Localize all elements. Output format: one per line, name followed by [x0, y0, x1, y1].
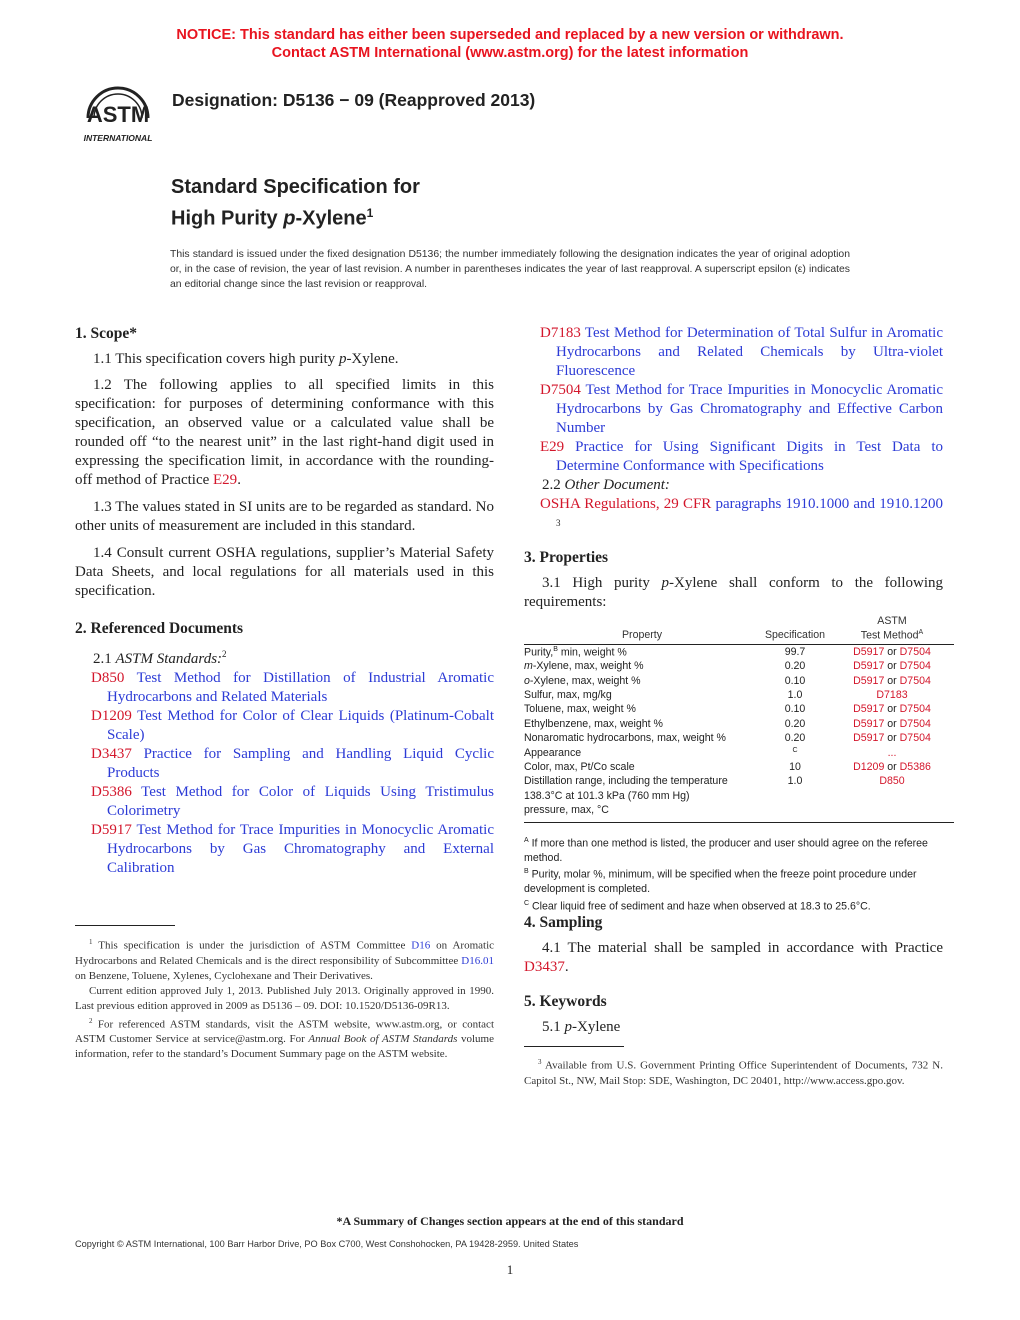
copyright: Copyright © ASTM International, 100 Barr Harbor Drive, PO Box C700, West Conshohocken, PA 19428-2959. United States [75, 1239, 579, 1249]
table-row [524, 660, 954, 674]
method-link[interactable]: D7504 [899, 660, 931, 673]
reference-code-link[interactable]: E29 [540, 439, 565, 455]
osha-reference [524, 495, 943, 538]
method-cell [830, 775, 954, 789]
reference-item [75, 745, 494, 783]
header-method-sup: A [918, 629, 924, 637]
property-cell [524, 675, 760, 689]
method-or: or [884, 660, 900, 673]
properties-p1 [524, 574, 943, 612]
property-name: -Xylene, max, weight % [532, 660, 644, 673]
osha-sup: 3 [556, 518, 561, 528]
notice-line-1: NOTICE: This standard has either been superseded and replaced by a new version or withdrawn. [176, 27, 844, 43]
property-name: Distillation range, including the temperature [524, 775, 728, 788]
property-name: Appearance [524, 746, 582, 759]
property-name: Color, max, Pt/Co scale [524, 760, 635, 773]
method-or: or [884, 732, 900, 745]
logo-letters: ASTM [86, 102, 150, 127]
method-cell [830, 804, 954, 818]
table-notes [524, 834, 944, 914]
summary-note: *A Summary of Changes section appears at the end of this standard [336, 1214, 684, 1228]
reference-title[interactable]: Test Method for Color of Clear Liquids (Platinum-Cobalt Scale) [107, 708, 494, 743]
link-osha[interactable]: OSHA Regulations, 29 CFR [540, 496, 712, 512]
method-cell [830, 718, 954, 732]
table-row [524, 646, 954, 660]
footnotes-left [75, 935, 494, 1062]
refdocs-sub2-prefix: 2.2 [542, 477, 565, 493]
property-name: Sulfur, max, mg/kg [524, 688, 612, 701]
method-link[interactable]: D5917 [853, 732, 885, 745]
property-name: Ethylbenzene, max, weight % [524, 717, 663, 730]
property-cell [524, 703, 760, 717]
scope-p1-suffix: -Xylene. [346, 351, 399, 367]
method-link[interactable]: D7504 [899, 645, 931, 658]
fn1-b: on Aromatic Hydrocarbons and Related Chemicals and is the direct responsibility of Subcommittee [75, 939, 495, 967]
spec-value: 0.20 [784, 732, 806, 745]
spec-value: 0.20 [784, 660, 806, 673]
fn3-mark: 3 [538, 1058, 542, 1066]
method-link[interactable]: D5917 [853, 645, 885, 658]
method-link[interactable]: D5917 [853, 674, 885, 687]
reference-title[interactable]: Test Method for Color of Liquids Using Tristimulus Colorimetry [107, 784, 494, 819]
spec-cell [760, 689, 830, 703]
method-link[interactable]: D850 [879, 775, 905, 788]
reference-title[interactable]: Test Method for Determination of Total Sulfur in Aromatic Hydrocarbons and Related Chemicals by Ultra-violet Fluorescence [556, 325, 943, 379]
properties-p1-suffix: -Xylene shall conform to the following requirements: [524, 575, 943, 610]
right-column-lower [524, 913, 943, 1037]
table-note-mark: C [524, 899, 530, 907]
scope-p1-text: 1.1 This specification covers high purity [93, 351, 339, 367]
spec-cell [760, 660, 830, 674]
keywords-p1 [524, 1018, 943, 1037]
table-row [524, 775, 954, 789]
footnote-3-text [524, 1055, 943, 1089]
method-cell [830, 761, 954, 775]
fn2-mark: 2 [89, 1016, 93, 1025]
title-footnote-mark: 1 [366, 206, 374, 220]
method-cell [830, 747, 954, 761]
header-method [830, 629, 954, 644]
method-cell [830, 703, 954, 717]
property-cell [524, 732, 760, 746]
properties-heading: 3. Properties [524, 549, 609, 566]
method-or: or [884, 703, 900, 716]
title-line-2 [171, 200, 420, 232]
table-note-mark: A [524, 837, 529, 844]
properties-p1-italic: p [661, 575, 670, 591]
spec-cell [760, 675, 830, 689]
properties-table [524, 615, 954, 818]
document-title [171, 174, 420, 232]
osha-text[interactable]: paragraphs 1910.1000 and 1910.1200 [711, 496, 943, 512]
refdocs-sub1-italic: ASTM Standards: [115, 651, 223, 667]
header-method-top: ASTM [877, 615, 907, 627]
sampling-heading: 4. Sampling [524, 914, 603, 931]
method-link[interactable]: D7504 [899, 717, 931, 730]
method-link[interactable]: D5917 [853, 717, 885, 730]
method-cell [830, 675, 954, 689]
method-cell [830, 790, 954, 804]
reference-list [75, 669, 494, 878]
refdocs-sub1-prefix: 2.1 [93, 651, 116, 667]
title-italic: p [283, 207, 296, 230]
method-link[interactable]: D5917 [853, 660, 885, 673]
footnote-1 [75, 935, 494, 984]
reference-code-link[interactable]: D5917 [91, 822, 132, 838]
table-note-mark: B [524, 868, 529, 876]
title-line-1: Standard Specification for [171, 176, 420, 198]
property-cell [524, 718, 760, 732]
reference-title[interactable]: Test Method for Trace Impurities in Monocyclic Aromatic Hydrocarbons by Gas Chromatography and Effective Carbon Number [556, 382, 943, 436]
header-spec: Specification [764, 629, 826, 642]
link-e29[interactable]: E29 [213, 472, 238, 488]
link-d16-01[interactable]: D16.01 [461, 954, 494, 967]
method-or: or [884, 760, 900, 773]
property-sup: B [553, 645, 558, 653]
method-or: or [884, 717, 900, 730]
method-or: or [884, 645, 900, 658]
keywords-p1-prefix: 5.1 [542, 1019, 565, 1035]
spec-value: 1.0 [787, 775, 803, 788]
reference-item [75, 783, 494, 821]
scope-p2-end: . [237, 472, 241, 488]
property-cell [524, 646, 760, 660]
spec-value: 99.7 [784, 645, 806, 658]
spec-cell [760, 718, 830, 732]
reference-code-link[interactable]: D3437 [91, 746, 132, 762]
spec-cell [760, 732, 830, 746]
scope-p3: 1.3 The values stated in SI units are to be regarded as standard. No other units of measurement are included in this standard. [75, 499, 494, 534]
keywords-p1-italic: p [564, 1019, 572, 1035]
scope-p1-italic: p [338, 351, 347, 367]
intro-paragraph: This standard is issued under the fixed designation D5136; the number immediately following the designation indicates the year of original adoption or, in the case of revision, the year of last revision. A number in parentheses indicates the year of last reapproval. A superscript epsilon (ε) indicates an editorial change since the last revision or reapproval. [170, 249, 850, 290]
property-name: -Xylene, max, weight % [529, 674, 641, 687]
scope-p1 [75, 350, 494, 369]
table-row [524, 718, 954, 732]
fn1-mark: 1 [89, 938, 93, 946]
scope-p2 [75, 376, 494, 490]
reference-code-link[interactable]: D1209 [91, 708, 132, 724]
method-cell [830, 646, 954, 660]
spec-cell [760, 646, 830, 660]
notice-banner [0, 26, 1020, 62]
reference-title[interactable]: Test Method for Distillation of Industrial Aromatic Hydrocarbons and Related Materials [107, 670, 494, 705]
table-row [524, 747, 954, 761]
reference-code-link[interactable]: D7183 [540, 325, 581, 341]
property-cell [524, 804, 760, 818]
spec-value: 0.10 [784, 703, 806, 716]
reference-item [524, 438, 943, 476]
title-suffix: -Xylene [295, 207, 367, 230]
property-cell [524, 790, 760, 804]
footnote-3 [524, 1055, 943, 1089]
header-property: Property [621, 629, 663, 642]
spec-cell [760, 703, 830, 717]
link-d16[interactable]: D16 [411, 939, 431, 952]
refdocs-sub1 [75, 645, 494, 669]
reference-item [75, 707, 494, 745]
table-note [524, 897, 944, 914]
sampling-p1 [524, 939, 943, 977]
table-bottom-rule [524, 822, 954, 823]
fn2-a: For referenced ASTM standards, visit the ASTM website, www.astm.org, or contact ASTM Customer Service at service@astm.org. For [75, 1018, 494, 1046]
spec-cell [760, 775, 830, 789]
method-cell [830, 689, 954, 703]
table-note [524, 865, 944, 896]
fn1-a: This specification is under the jurisdiction of ASTM Committee [92, 939, 412, 952]
reference-code-link[interactable]: D7504 [540, 382, 581, 398]
refdocs-sub2 [524, 476, 943, 495]
fn3-text: Available from U.S. Government Printing Office Superintendent of Documents, 732 N. Capitol St., NW, Mail Stop: SDE, Washington, DC 20401, http://www.access.gpo.gov. [524, 1059, 943, 1087]
spec-cell [760, 761, 830, 775]
logo-text: INTERNATIONAL [83, 133, 153, 143]
property-cell [524, 660, 760, 674]
left-column [75, 324, 494, 878]
property-italic: m [524, 660, 533, 673]
property-cell [524, 775, 760, 789]
spec-cell [760, 790, 830, 804]
method-cell [830, 660, 954, 674]
scope-p2-text: 1.2 The following applies to all specified limits in this specification: for purposes of determining conformance with this specification, an observed value or a calculated value shall be rounded off “to the nearest unit” in the last right-hand digit used in expressing the specification limit, in accordance with the rounding-off method of Practice [75, 377, 494, 488]
property-name: Toluene, max, weight % [524, 703, 636, 716]
table-row [524, 732, 954, 746]
method-link[interactable]: ... [887, 746, 897, 759]
reference-code-link[interactable]: D850 [91, 670, 125, 686]
table-row [524, 804, 954, 818]
spec-value: 0.20 [784, 717, 806, 730]
reference-item [75, 821, 494, 878]
reference-title[interactable]: Practice for Using Significant Digits in Test Data to Determine Conformance with Specifications [556, 439, 943, 474]
property-name: pressure, max, °C [524, 804, 609, 817]
astm-logo [74, 78, 162, 146]
method-link[interactable]: D1209 [853, 760, 885, 773]
spec-value: C [792, 746, 798, 754]
reference-list-continued [524, 324, 943, 476]
property-rest: min, weight % [557, 646, 627, 659]
notice-line-2: Contact ASTM International (www.astm.org) for the latest information [271, 45, 749, 61]
method-or: or [884, 674, 900, 687]
link-d3437-sampling[interactable]: D3437 [524, 959, 565, 975]
reference-code-link[interactable]: D5386 [91, 784, 132, 800]
reference-item [75, 669, 494, 707]
footnote-1-edition: Current edition approved July 1, 2013. Published July 2013. Originally approved in 1990. Last previous edition approved in 2009 as D5136 – 09. DOI: 10.1520/D5136-09R13. [75, 984, 494, 1012]
property-cell [524, 689, 760, 703]
fn2-b: volume information, refer to the standard’s Document Summary page on the ASTM website. [75, 1033, 494, 1061]
fn2-italic: Annual Book of ASTM Standards [308, 1033, 458, 1046]
spec-cell [760, 804, 830, 818]
property-name: 138.3°C at 101.3 kPa (760 mm Hg) [524, 789, 690, 802]
reference-item [524, 324, 943, 381]
table-note-text: If more than one method is listed, the producer and user should agree on the referee method. [524, 837, 928, 864]
method-link[interactable]: D7504 [899, 732, 931, 745]
refdocs-heading: 2. Referenced Documents [75, 620, 244, 637]
astm-logo-icon [74, 78, 162, 146]
reference-title[interactable]: Test Method for Trace Impurities in Monocyclic Aromatic Hydrocarbons by Gas Chromatography and External Calibration [107, 822, 494, 876]
title-prefix: High Purity [171, 207, 284, 230]
spec-value: 0.10 [784, 674, 806, 687]
table-note [524, 834, 944, 865]
footnote-2 [75, 1014, 494, 1063]
property-italic: o [524, 674, 530, 687]
table-row [524, 703, 954, 717]
sampling-p1-end: . [564, 959, 569, 975]
table-note-text: Purity, molar %, minimum, will be specified when the freeze point procedure under development is completed. [524, 868, 917, 896]
spec-cell [760, 747, 830, 761]
method-link[interactable]: D7504 [899, 703, 931, 716]
spec-value: 10 [789, 760, 801, 773]
method-cell [830, 732, 954, 746]
footnote-rule-left [75, 925, 175, 926]
table-row [524, 675, 954, 689]
properties-p1-prefix: 3.1 High purity [542, 575, 662, 591]
method-link[interactable]: D5917 [853, 703, 885, 716]
table-note-text: Clear liquid free of sediment and haze when observed at 18.3 to 25.6°C. [529, 900, 871, 913]
method-link[interactable]: D7504 [899, 674, 931, 687]
page-number: 1 [506, 1262, 514, 1277]
table-row [524, 790, 954, 804]
reference-title[interactable]: Practice for Sampling and Handling Liquid Cyclic Products [107, 746, 494, 781]
method-link[interactable]: D5386 [899, 760, 931, 773]
table-row [524, 761, 954, 775]
refdocs-sub2-italic: Other Document: [564, 477, 670, 493]
reference-item [524, 381, 943, 438]
property-cell [524, 761, 760, 775]
property-name: Purity, [524, 646, 554, 659]
table-row [524, 689, 954, 703]
method-link[interactable]: D7183 [876, 688, 908, 701]
header-method-text: Test Method [860, 629, 919, 642]
properties-table-wrap [524, 615, 954, 823]
sampling-p1-text: 4.1 The material shall be sampled in accordance with Practice [542, 940, 943, 956]
keywords-p1-suffix: -Xylene [572, 1019, 621, 1035]
property-name: Nonaromatic hydrocarbons, max, weight % [524, 732, 726, 745]
designation: Designation: D5136 − 09 (Reapproved 2013) [172, 90, 536, 110]
spec-value: 1.0 [787, 688, 803, 701]
fn1-c: on Benzene, Toluene, Xylenes, Cyclohexane and Their Derivatives. [75, 969, 373, 982]
scope-p4: 1.4 Consult current OSHA regulations, supplier’s Material Safety Data Sheets, and local regulations for all materials used in this specification. [75, 545, 494, 599]
scope-heading: 1. Scope* [75, 325, 137, 342]
right-column [524, 324, 943, 612]
footnote-rule-right [524, 1046, 624, 1047]
keywords-heading: 5. Keywords [524, 993, 607, 1010]
property-cell [524, 747, 760, 761]
refdocs-sub1-sup: 2 [222, 649, 227, 659]
